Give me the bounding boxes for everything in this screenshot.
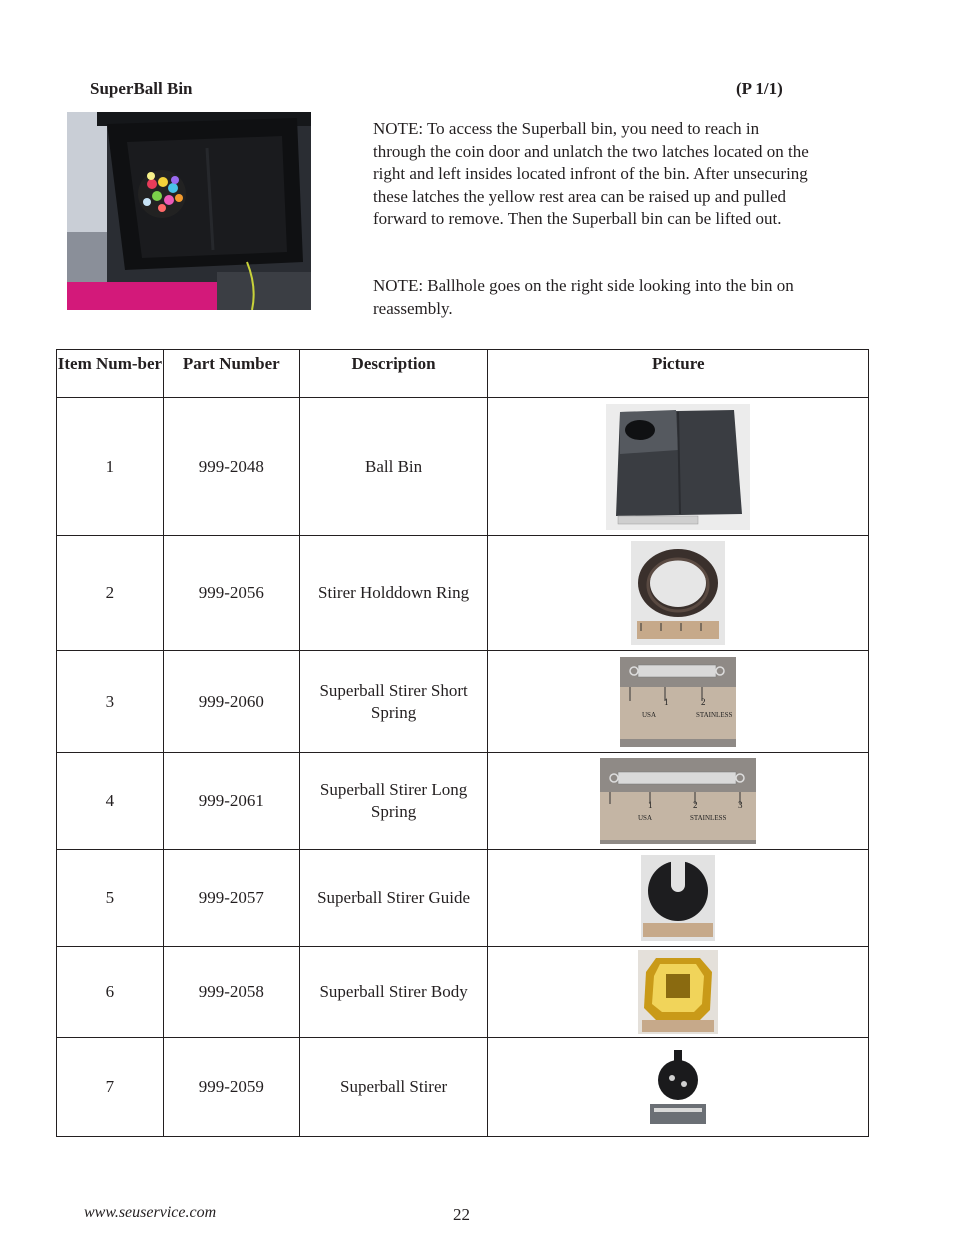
part-description: Superball Stirer Body <box>299 947 488 1038</box>
part-number: 999-2061 <box>163 753 299 850</box>
ruler-inch-label: 2 <box>701 696 706 707</box>
header-item-number: Item Num-ber <box>57 350 164 398</box>
part-description: Superball Stirer Short Spring <box>299 651 488 753</box>
part-description: Stirer Holddown Ring <box>299 536 488 651</box>
item-number: 3 <box>57 651 164 753</box>
part-picture <box>488 850 869 947</box>
part-description: Ball Bin <box>299 398 488 536</box>
item-number: 6 <box>57 947 164 1038</box>
header-part-number: Part Number <box>163 350 299 398</box>
table-row <box>57 398 869 536</box>
part-picture <box>488 1038 869 1137</box>
ruler-inch-label: 1 <box>648 800 653 810</box>
long-spring-photo <box>600 758 756 844</box>
page-reference: (P 1/1) <box>736 79 783 98</box>
table-row <box>57 536 869 651</box>
ruler-stainless-text: STAINLESS <box>696 710 733 719</box>
part-number: 999-2058 <box>163 947 299 1038</box>
ruler-stainless-text: STAINLESS <box>690 814 727 822</box>
stirer-guide-photo <box>641 855 715 941</box>
ruler-brand-text: USA <box>642 710 657 719</box>
table-header-row <box>57 350 869 398</box>
part-picture <box>488 947 869 1038</box>
part-number: 999-2059 <box>163 1038 299 1137</box>
page-number: 22 <box>453 1205 470 1224</box>
parts-table <box>56 349 869 1137</box>
item-number: 2 <box>57 536 164 651</box>
footer-website: www.seuservice.com <box>84 1204 217 1221</box>
part-number: 999-2057 <box>163 850 299 947</box>
part-picture <box>488 753 869 850</box>
section-title: SuperBall Bin <box>90 79 193 98</box>
bin-location-photo <box>67 112 311 310</box>
short-spring-photo <box>620 657 736 747</box>
item-number: 4 <box>57 753 164 850</box>
stirer-body-photo <box>638 950 718 1034</box>
table-row <box>57 850 869 947</box>
superball-stirer-photo <box>650 1048 706 1126</box>
table-row <box>57 753 869 850</box>
part-picture <box>488 398 869 536</box>
part-picture <box>488 651 869 753</box>
table-row <box>57 1038 869 1137</box>
ruler-inch-label: 2 <box>693 800 698 810</box>
part-number: 999-2060 <box>163 651 299 753</box>
table-row <box>57 947 869 1038</box>
header-picture: Picture <box>488 350 869 398</box>
part-number: 999-2056 <box>163 536 299 651</box>
ruler-brand-text: USA <box>638 814 653 822</box>
ruler-inch-label: 3 <box>738 800 743 810</box>
ball-bin-photo <box>606 404 750 530</box>
ballhole-note: NOTE: Ballhole goes on the right side looking into the bin on reassembly. <box>373 276 794 318</box>
header-description: Description <box>299 350 488 398</box>
holddown-ring-photo <box>631 541 725 645</box>
item-number: 7 <box>57 1038 164 1137</box>
part-description: Superball Stirer Long Spring <box>299 753 488 850</box>
ruler-inch-label: 1 <box>664 696 669 707</box>
item-number: 5 <box>57 850 164 947</box>
part-description: Superball Stirer Guide <box>299 850 488 947</box>
part-number: 999-2048 <box>163 398 299 536</box>
part-picture <box>488 536 869 651</box>
item-number: 1 <box>57 398 164 536</box>
access-note: NOTE: To access the Superball bin, you need to reach in through the coin door and unlatch the two latches located on the right and left insides located infront of the bin. After unsecuring these latches the yellow rest area can be raised up and pulled forward to remove. Then the Superball bin can be lifted out. <box>373 119 809 228</box>
part-description: Superball Stirer <box>299 1038 488 1137</box>
table-row <box>57 651 869 753</box>
